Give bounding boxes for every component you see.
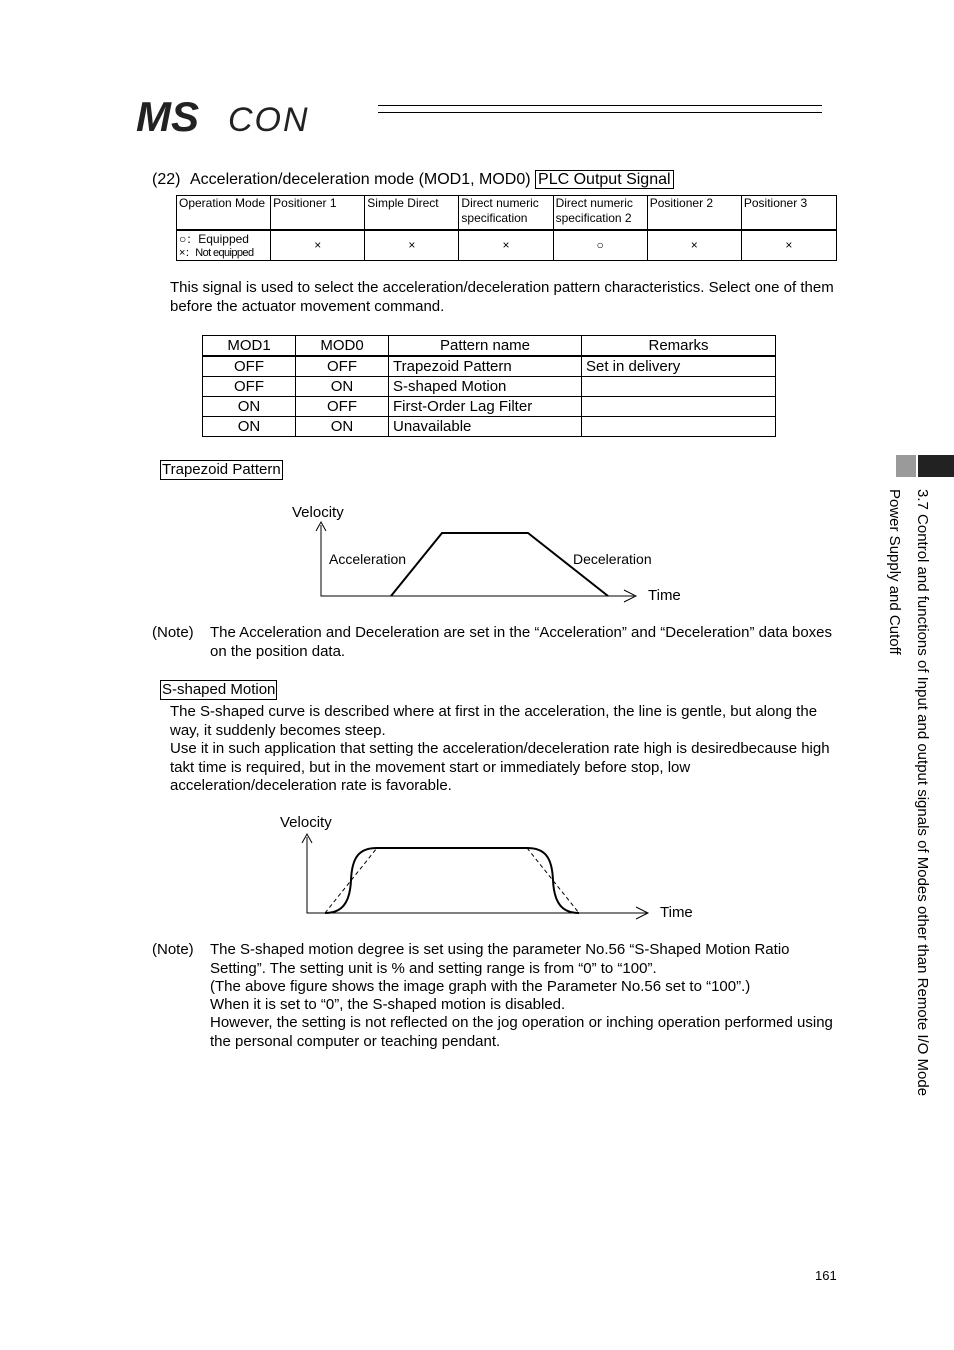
s-shaped-note-line4: When it is set to “0”, the S-shaped motion is disabled. bbox=[210, 996, 566, 1013]
s-shaped-title: S-shaped Motion bbox=[162, 681, 276, 698]
s-shaped-paragraph-1: The S-shaped curve is described where at first in the acceleration, the line is gentle, but along the way, it suddenly becomes steep. bbox=[170, 703, 818, 739]
side-title-line2: Power Supply and Cutoff bbox=[886, 489, 903, 655]
logo-con: CON bbox=[228, 101, 310, 135]
table-header-row bbox=[177, 196, 837, 231]
legend-equipped: ○：Equipped bbox=[179, 231, 249, 246]
value-cell: × bbox=[741, 230, 836, 261]
header-cell: Operation Mode bbox=[177, 196, 271, 231]
pattern-cell: Unavailable bbox=[389, 417, 582, 437]
velocity-label: Velocity bbox=[280, 814, 332, 831]
header-cell: Positioner 3 bbox=[741, 196, 836, 231]
value-cell: ○ bbox=[553, 230, 647, 261]
remarks-cell bbox=[582, 377, 776, 397]
mod0-cell: OFF bbox=[296, 397, 389, 417]
logo-ms: MS bbox=[136, 95, 199, 135]
intro-paragraph: This signal is used to select the acceleration/deceleration pattern characteristics. Select one of them before the actuator movement command. bbox=[170, 279, 834, 315]
header-cell: Direct numeric specification 2 bbox=[553, 196, 647, 231]
side-tab-light bbox=[896, 455, 916, 477]
header-rule-top bbox=[378, 105, 822, 106]
value-cell: × bbox=[647, 230, 741, 261]
s-curve bbox=[325, 848, 579, 913]
header-cell: Pattern name bbox=[389, 336, 582, 357]
mod-table bbox=[202, 335, 776, 437]
s-shaped-diagram bbox=[270, 808, 710, 923]
side-chapter-title bbox=[886, 489, 936, 1149]
s-shaped-note-line5: However, the setting is not reflected on the jog operation or inching operation performed using the personal computer or teaching pendant. bbox=[210, 1014, 833, 1050]
mod0-cell: ON bbox=[296, 417, 389, 437]
header-cell: Remarks bbox=[582, 336, 776, 357]
velocity-label: Velocity bbox=[292, 504, 344, 521]
legend-cell bbox=[177, 230, 271, 261]
s-shaped-note: The S-shaped motion degree is set using the parameter No.56 “S-Shaped Motion Ratio Setting”. The setting unit is % and setting range is from “0” to “100”. bbox=[210, 941, 790, 977]
mod1-cell: OFF bbox=[203, 377, 296, 397]
header-cell: Positioner 1 bbox=[271, 196, 365, 231]
table-row bbox=[177, 230, 837, 261]
section-heading bbox=[152, 170, 674, 190]
s-shaped-note-line3: (The above figure shows the image graph with the Parameter No.56 set to “100”.) bbox=[210, 978, 751, 995]
header-rule-bottom bbox=[378, 112, 822, 113]
time-label: Time bbox=[648, 587, 681, 604]
mod1-cell: ON bbox=[203, 417, 296, 437]
table-row bbox=[203, 377, 776, 397]
table-row bbox=[203, 356, 776, 377]
trapezoid-note: The Acceleration and Deceleration are set in the “Acceleration” and “Deceleration” data boxes on the position data. bbox=[210, 624, 833, 660]
remarks-cell bbox=[582, 417, 776, 437]
table-row bbox=[203, 397, 776, 417]
operation-mode-table bbox=[176, 195, 837, 261]
trapezoid-diagram bbox=[280, 498, 700, 608]
section-title: Acceleration/deceleration mode (MOD1, MOD0) bbox=[190, 171, 531, 188]
linear-reference-dashed bbox=[325, 848, 579, 913]
note-label: (Note) bbox=[152, 941, 194, 958]
deceleration-label: Deceleration bbox=[573, 551, 652, 567]
header-cell: Positioner 2 bbox=[647, 196, 741, 231]
page-number: 161 bbox=[815, 1268, 837, 1283]
mscon-logo bbox=[136, 95, 368, 135]
pattern-cell: S-shaped Motion bbox=[389, 377, 582, 397]
pattern-cell: First-Order Lag Filter bbox=[389, 397, 582, 417]
table-header-row bbox=[203, 336, 776, 357]
signal-tag: PLC Output Signal bbox=[535, 170, 674, 189]
mod0-cell: ON bbox=[296, 377, 389, 397]
trapezoid-title: Trapezoid Pattern bbox=[162, 461, 281, 478]
legend-not-equipped: ×：Not equipped bbox=[179, 246, 254, 259]
mod0-cell: OFF bbox=[296, 356, 389, 377]
section-number: (22) bbox=[152, 171, 181, 188]
header-cell: Simple Direct bbox=[365, 196, 459, 231]
acceleration-label: Acceleration bbox=[329, 551, 407, 567]
mod1-cell: ON bbox=[203, 397, 296, 417]
value-cell: × bbox=[271, 230, 365, 261]
remarks-cell bbox=[582, 397, 776, 417]
side-title-line1: 3.7 Control and functions of Input and output signals of Modes other than Remote I/O Mode bbox=[914, 489, 931, 1097]
table-row bbox=[203, 417, 776, 437]
pattern-cell: Trapezoid Pattern bbox=[389, 356, 582, 377]
time-label: Time bbox=[660, 904, 693, 921]
value-cell: × bbox=[459, 230, 553, 261]
side-tab-dark bbox=[918, 455, 954, 477]
note-label: (Note) bbox=[152, 624, 194, 641]
header-cell: MOD1 bbox=[203, 336, 296, 357]
s-shaped-paragraph-2: Use it in such application that setting the acceleration/deceleration rate high is desiredbecause high takt time is required, but in the movement start or immediately before stop, low acceleration/deceleration rate is favorable. bbox=[170, 740, 830, 794]
header-cell: Direct numeric specification bbox=[459, 196, 553, 231]
remarks-cell: Set in delivery bbox=[582, 356, 776, 377]
mod1-cell: OFF bbox=[203, 356, 296, 377]
value-cell: × bbox=[365, 230, 459, 261]
header-cell: MOD0 bbox=[296, 336, 389, 357]
